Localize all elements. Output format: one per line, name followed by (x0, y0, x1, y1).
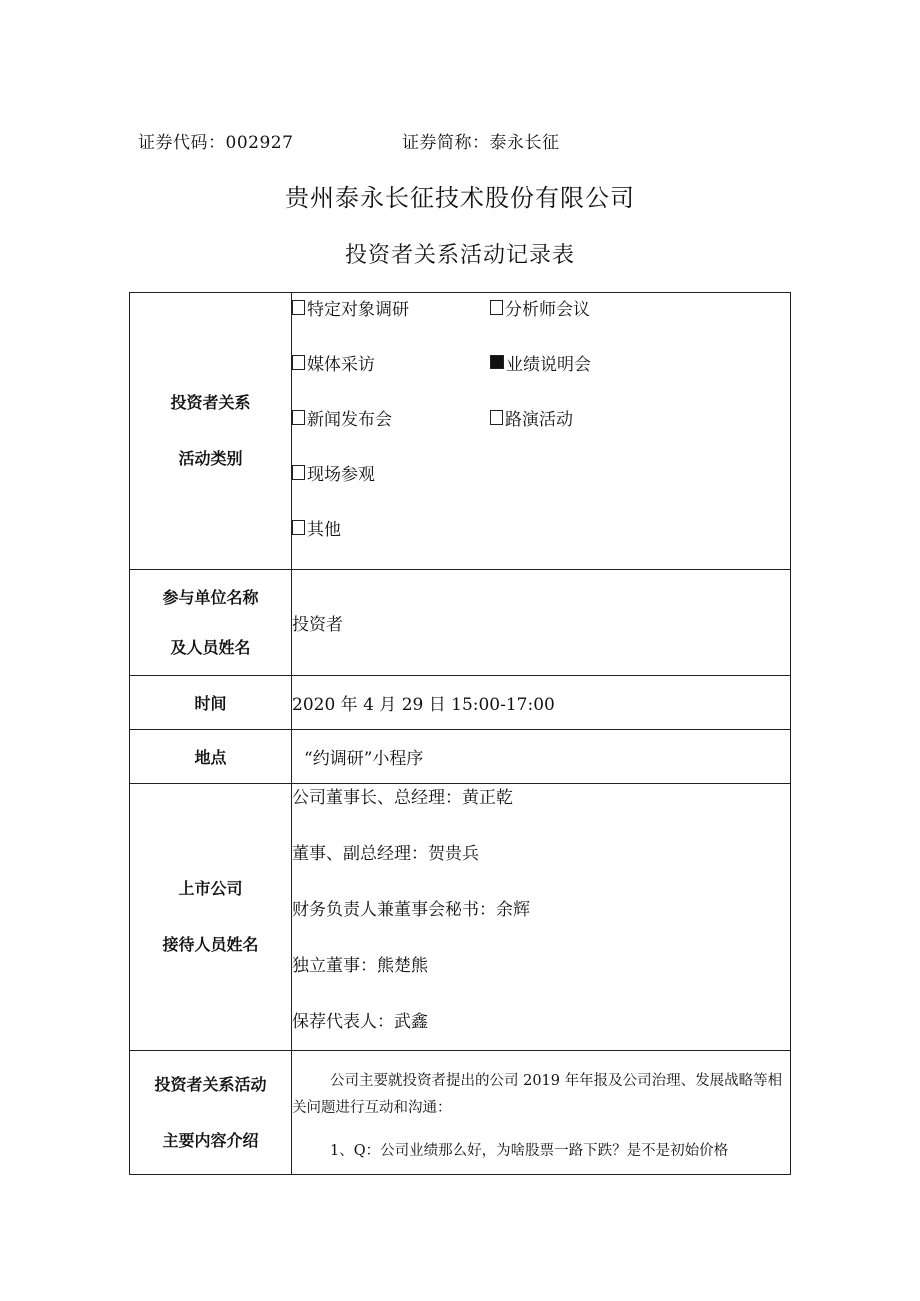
person-line: 独立董事：熊楚熊 (292, 956, 428, 976)
option-label: 其他 (307, 519, 341, 540)
checkbox-icon[interactable] (292, 465, 305, 480)
location-value: “约调研”小程序 (292, 730, 791, 784)
security-abbreviation: 证券简称：泰永长征 (402, 133, 560, 153)
reception-people (292, 784, 791, 1051)
option-earnings-briefing[interactable] (490, 349, 650, 375)
checkbox-icon[interactable] (292, 300, 305, 315)
label-line: 参与单位名称 (162, 587, 259, 607)
content-question-1: 1、Q：公司业绩那么好，为啥股票一路下跌？是不是初始价格 (330, 1143, 729, 1159)
label-line: 投资者关系 (170, 393, 251, 412)
option-label: 特定对象调研 (307, 299, 409, 320)
option-roadshow[interactable] (490, 404, 650, 430)
person-line: 董事、副总经理：贺贵兵 (292, 844, 479, 864)
checkbox-grid (292, 294, 790, 569)
checkbox-icon[interactable] (490, 410, 503, 425)
row-reception (130, 784, 791, 1051)
label-location: 地点 (130, 730, 292, 784)
content-intro: 公司主要就投资者提出的公司 2019 年年报及公司治理、发展战略等相关问题进行互动和沟通： (292, 1073, 783, 1116)
label-content (130, 1051, 292, 1175)
grid-spacer (490, 459, 650, 514)
option-label: 分析师会议 (505, 299, 590, 320)
label-line: 上市公司 (178, 879, 243, 898)
row-content (130, 1051, 791, 1175)
record-table (129, 292, 791, 1175)
option-media-interview[interactable] (292, 349, 490, 375)
company-title: 贵州泰永长征技术股份有限公司 (285, 184, 635, 212)
person-line: 公司董事长、总经理：黄正乾 (292, 788, 513, 808)
option-label: 现场参观 (307, 464, 375, 485)
person-line: 保荐代表人：武鑫 (292, 1012, 428, 1032)
option-label: 媒体采访 (307, 354, 375, 375)
row-time (130, 676, 791, 730)
label-activity-category (130, 293, 292, 570)
label-line: 及人员姓名 (170, 637, 251, 657)
checkbox-icon[interactable] (292, 520, 305, 535)
person-line: 财务负责人兼董事会秘书：余辉 (292, 900, 530, 920)
option-label: 新闻发布会 (307, 409, 392, 430)
content-value (292, 1051, 791, 1175)
label-line: 接待人员姓名 (162, 935, 259, 954)
checkbox-checked-icon[interactable] (490, 355, 504, 369)
label-participants (130, 570, 292, 676)
label-reception (130, 784, 292, 1051)
checkbox-icon[interactable] (292, 355, 305, 370)
option-label: 路演活动 (505, 409, 573, 430)
form-title: 投资者关系活动记录表 (344, 243, 575, 268)
option-press-conference[interactable] (292, 404, 490, 430)
row-participants (130, 570, 791, 676)
option-site-visit[interactable] (292, 459, 490, 485)
checkbox-icon[interactable] (490, 300, 503, 315)
label-line: 投资者关系活动 (154, 1074, 267, 1094)
row-activity-category (130, 293, 791, 570)
checkbox-icon[interactable] (292, 410, 305, 425)
security-code: 证券代码：002927 (138, 133, 294, 153)
label-line: 活动类别 (178, 449, 243, 468)
option-analyst-meeting[interactable] (490, 294, 650, 320)
option-other[interactable] (292, 514, 490, 540)
option-specific-research[interactable] (292, 294, 490, 320)
time-value: 2020 年 4 月 29 日 15:00-17:00 (292, 676, 791, 730)
label-line: 主要内容介绍 (162, 1130, 259, 1150)
label-time: 时间 (130, 676, 292, 730)
participants-value: 投资者 (292, 570, 791, 676)
option-label: 业绩说明会 (506, 354, 591, 375)
category-options (292, 293, 791, 570)
